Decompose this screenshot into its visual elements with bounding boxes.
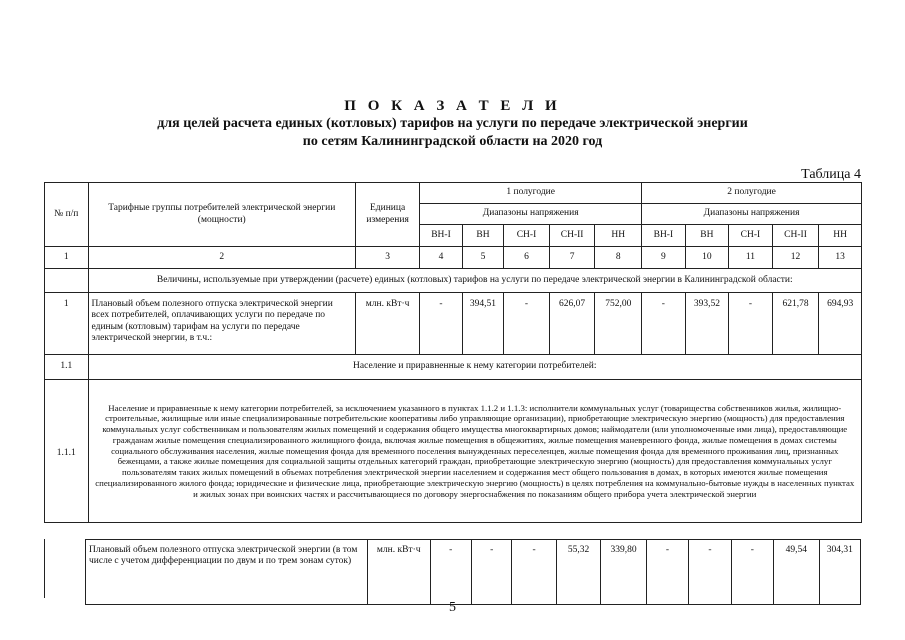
header-row-1 [45,183,862,204]
level-header: СН-I [504,225,550,247]
value-cell: 55,32 [556,540,600,605]
page-number: 5 [449,600,456,615]
value-cell: - [430,540,471,605]
value-cell: - [642,293,686,355]
level-header: НН [595,225,642,247]
row-number: 1.1.1 [45,380,89,523]
column-number: 10 [685,247,729,269]
value-cell: - [420,293,463,355]
column-number: 9 [642,247,686,269]
column-number: 12 [772,247,819,269]
level-header: СН-II [772,225,819,247]
column-number: 2 [88,247,355,269]
level-header: НН [819,225,862,247]
subrow-table [85,539,861,605]
value-cell: 49,54 [774,540,819,605]
column-number: 11 [729,247,773,269]
value-cell: - [512,540,556,605]
value-cell: 752,00 [595,293,642,355]
column-number-row [45,247,862,269]
level-header: СН-II [549,225,595,247]
value-cell: - [471,540,511,605]
row-name: Плановый объем полезного отпуска электрической энергии (в том числе с учетом дифференциации по двум и по трем зонам суток) [86,540,368,605]
row-unit: млн. кВт·ч [355,293,419,355]
level-header: ВН-I [420,225,463,247]
table-row [86,540,861,605]
row-name: Плановый объем полезного отпуска электрической энергии всех потребителей, оплачивающих услуги по передаче по единым (котловым) тарифам на услуги по передаче электрической энергии, в т.ч.: [88,293,355,355]
empty-cell [45,269,89,293]
table-number: Таблица 4 [801,167,861,182]
table-row [45,380,862,523]
row-text: Население и приравненные к нему категории потребителей: [88,355,861,380]
col-header-half1: 1 полугодие [420,183,642,204]
value-cell: - [504,293,550,355]
column-number: 8 [595,247,642,269]
value-cell: - [729,293,773,355]
value-cell: - [646,540,688,605]
document-title: П О К А З А Т Е Л И [344,98,561,114]
row-unit: млн. кВт·ч [367,540,430,605]
value-cell: 626,07 [549,293,595,355]
value-cell: 393,52 [685,293,729,355]
row-number: 1 [45,293,89,355]
document-subtitle-line2: по сетям Калининградской области на 2020 год [302,134,603,149]
col-header-ranges-half1: Диапазоны напряжения [420,204,642,225]
col-header-ranges-half2: Диапазоны напряжения [642,204,862,225]
level-header: ВН [685,225,729,247]
value-cell: 304,31 [819,540,860,605]
column-number: 7 [549,247,595,269]
col-header-unit: Единица измерения [355,183,419,247]
row-number: 1.1 [45,355,89,380]
section-text: Величины, используемые при утверждении (расчете) единых (котловых) тарифов на услуги по передаче электрической энергии в Калининградской области: [88,269,861,293]
column-number: 6 [504,247,550,269]
col-header-group: Тарифные группы потребителей электрической энергии (мощности) [88,183,355,247]
column-number: 5 [462,247,503,269]
value-cell: - [731,540,773,605]
column-number: 13 [819,247,862,269]
value-cell: 621,78 [772,293,819,355]
value-cell: 339,80 [601,540,646,605]
column-number: 1 [45,247,89,269]
value-cell: 394,51 [462,293,503,355]
col-header-half2: 2 полугодие [642,183,862,204]
section-row [45,269,862,293]
column-number: 4 [420,247,463,269]
value-cell: - [689,540,731,605]
col-header-no: № п/п [45,183,89,247]
document-subtitle-line1: для целей расчета единых (котловых) тарифов на услуги по передаче электрической энергии [157,116,748,131]
level-header: ВН [462,225,503,247]
level-header: СН-I [729,225,773,247]
column-number: 3 [355,247,419,269]
value-cell: 694,93 [819,293,862,355]
table-row [45,293,862,355]
table-left-border [44,539,45,598]
level-header: ВН-I [642,225,686,247]
table-row [45,355,862,380]
row-description: Население и приравненные к нему категории потребителей, за исключением указанного в пунктах 1.1.2 и 1.1.3: исполнители коммунальных услуг (товарищества собственников жилья, жилищно-строительные, жилищные или иные специализированные потребительские кооперативы либо управляющие организации), приобретающие электрическую энергию (мощность) для предоставления коммунальных услуг собственникам и пользователям жилых помещений и содержания общего имущества многоквартирных домов; наймодатели (или уполномоченные ими лица), предоставляющие гражданам жилые помещения специализированного жилищного фонда, включая жилые помещения в общежитиях, жилые помещения маневренного фонда, жилые помещения в домах системы социального обслуживания населения, жилые помещения фонда для временного поселения вынужденных переселенцев, жилые помещения фонда для временного проживания лиц, признанных беженцами, а также жилые помещения для социальной защиты отдельных категорий граждан, приобретающие электрическую энергию (мощность) для предоставления коммунальных услуг пользователям таких жилых помещений в объемах потребления электрической энергии населением и содержания мест общего пользования в домах, в которых имеются жилые помещения специализированного жилого фонда; юридические и физические лица, приобретающие электрическую энергию (мощность) в целях потребления на коммунально-бытовые нужды в населенных пунктах и жилых зонах при воинских частях и рассчитывающиеся по договору энергоснабжения по показаниям общего прибора учета электрической энергии [88,380,861,523]
tariff-table [44,182,862,523]
